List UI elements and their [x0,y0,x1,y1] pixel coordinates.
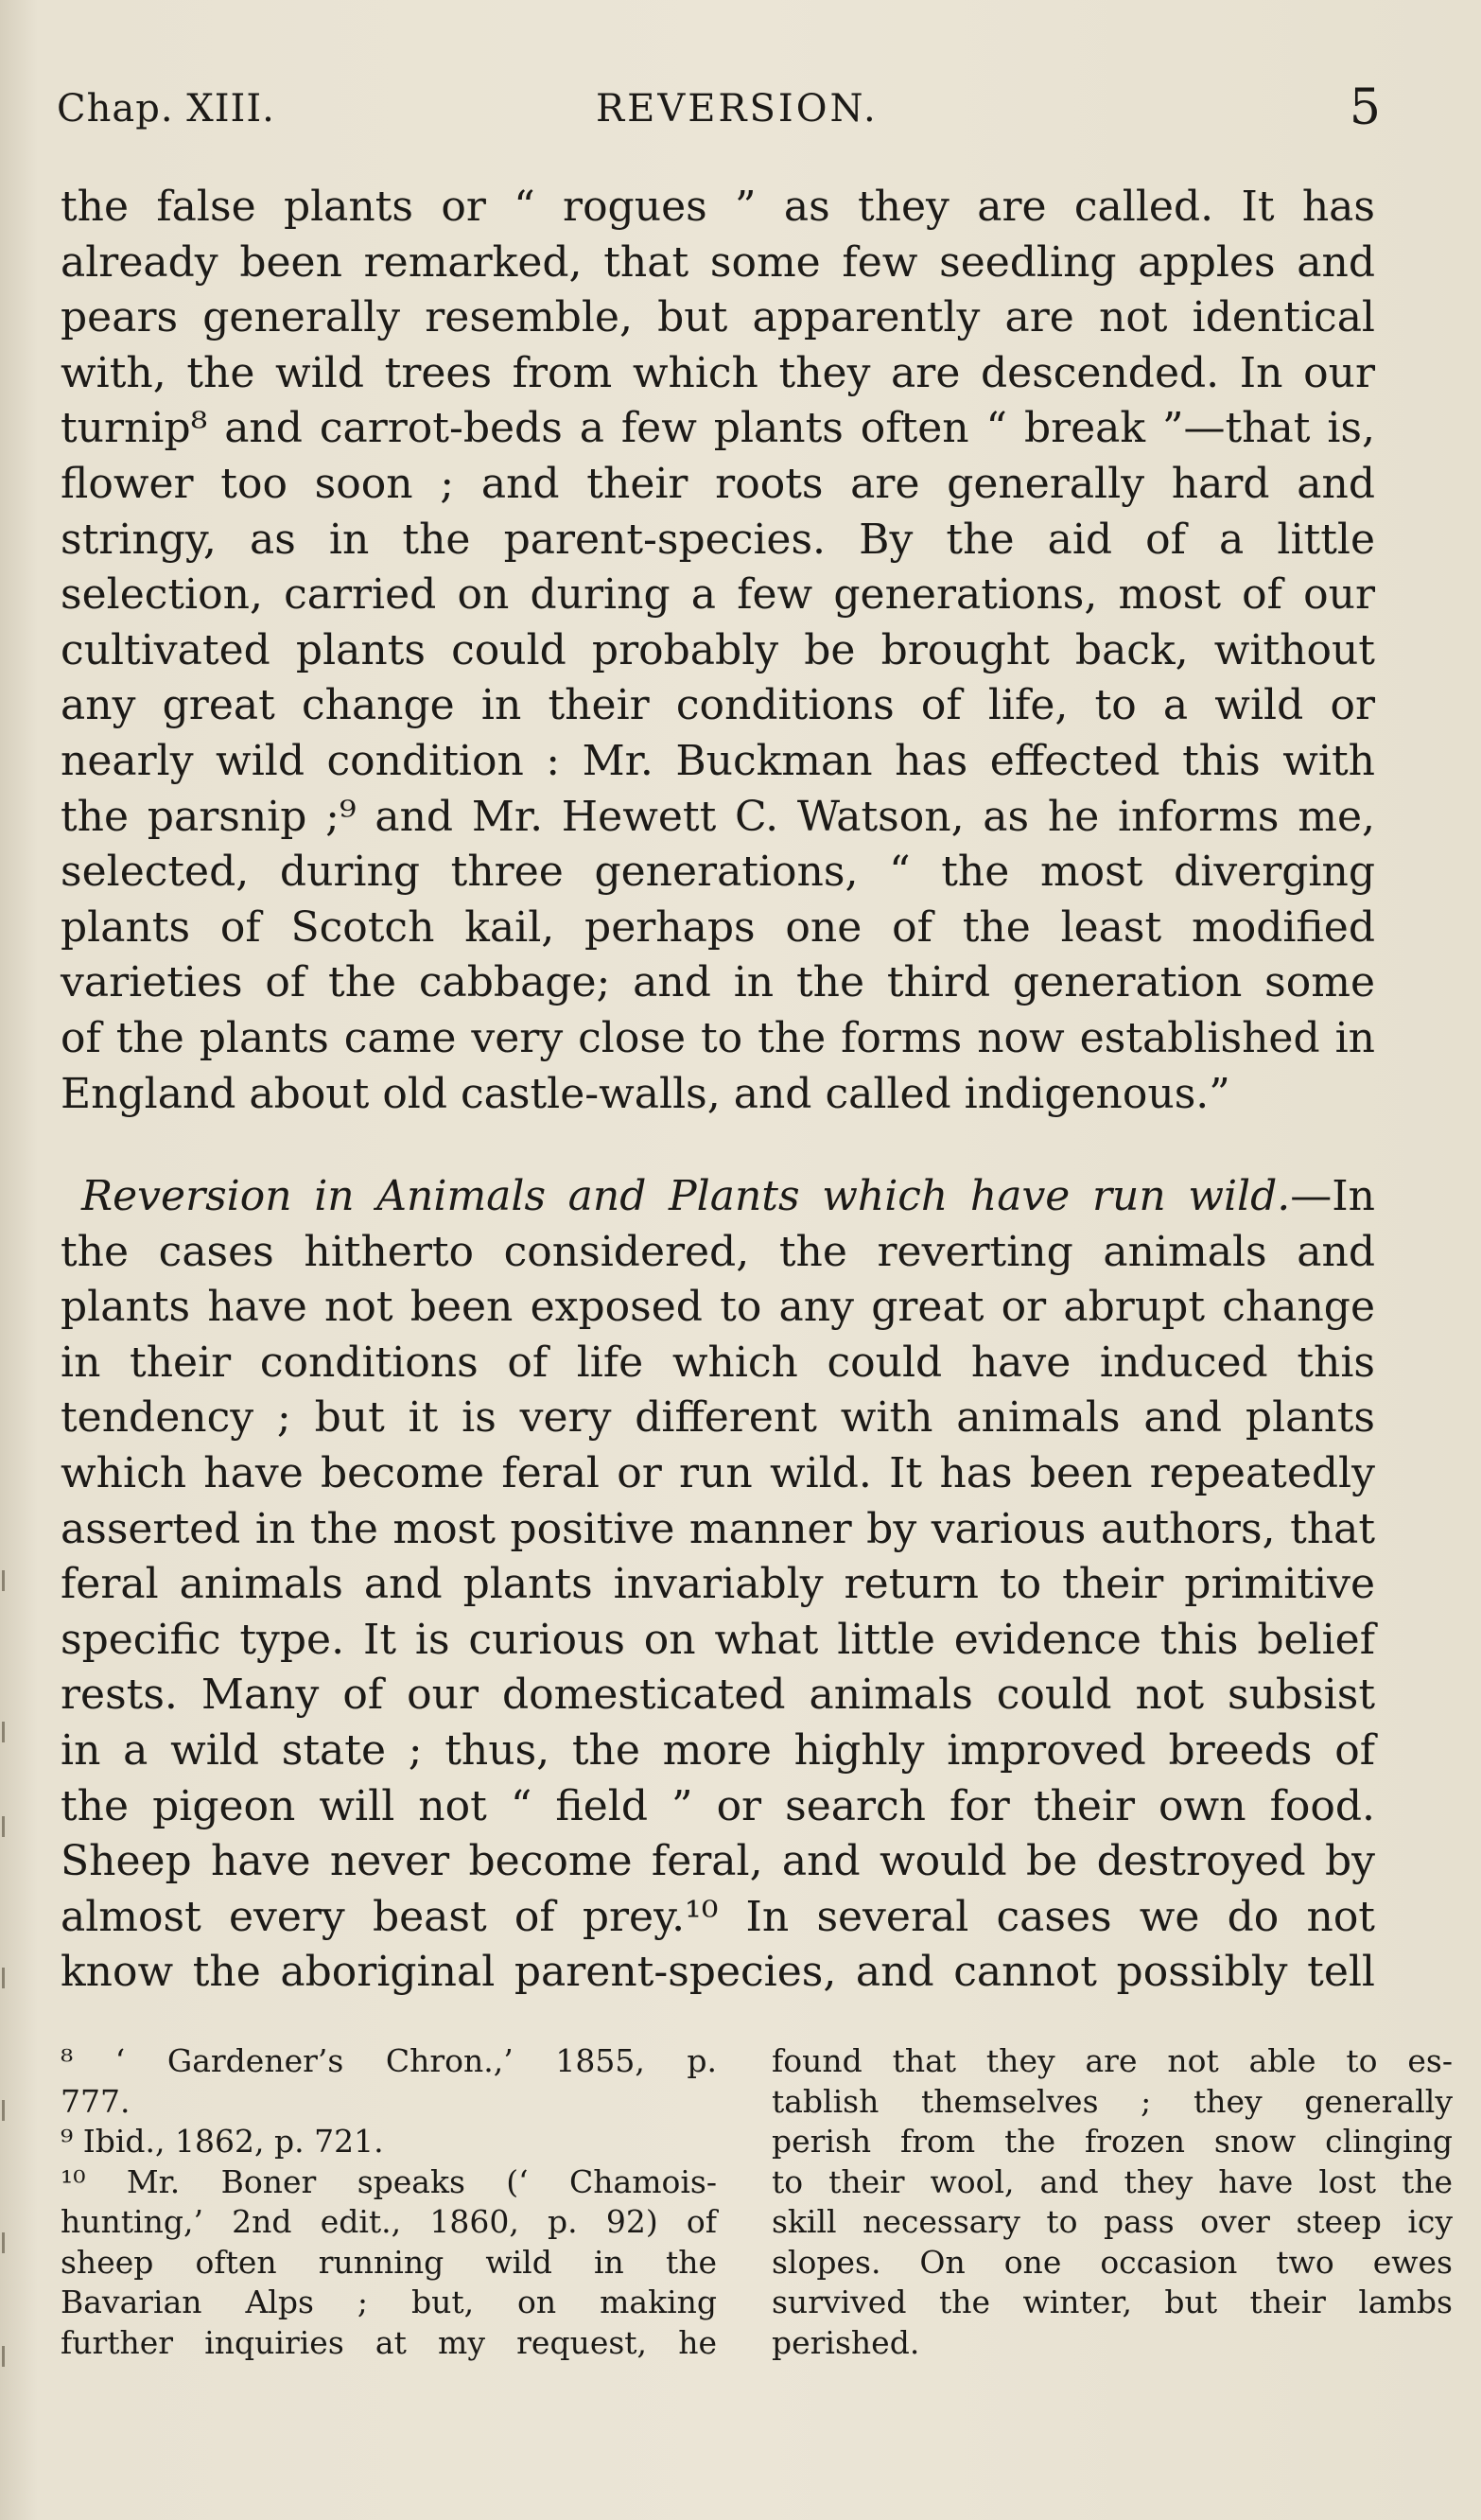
chapter-label: Chap. XIII. [57,87,275,131]
section-heading-line [61,1169,1375,1225]
footnote-line: ⁹ Ibid., 1862, p. 721. [61,2123,384,2160]
text-line: Sheep have never become feral, and would be destroyed by [61,1837,1375,1886]
footnotes [61,2041,1453,2382]
section-heading: Reversion in Animals and Plants which have run wild. [81,1172,1291,1221]
paragraph-1 [61,180,1375,1122]
text-line: any great change in their conditions of life, to a wild or [61,681,1375,730]
footnote-line: 777. [61,2082,131,2120]
footnote-line: found that they are not able to es- [772,2042,1453,2079]
text-line: turnip⁸ and carrot-beds a few plants often “ break ”—that is, [61,404,1375,453]
text-line: varieties of the cabbage; and in the third generation some [61,958,1375,1007]
text-line: selected, during three generations, “ the most diverging [61,848,1375,897]
text-line: with, the wild trees from which they are descended. In our [61,348,1375,397]
text-line: pears generally resemble, but apparently are not identical [61,293,1375,342]
page-edge-marks [0,1570,9,2422]
text-line: the pigeon will not “ field ” or search for their own food. [61,1781,1375,1830]
text-line: in their conditions of life which could have induced this [61,1338,1375,1387]
heading-continuation: —In [1290,1172,1375,1221]
footnote-line: hunting,’ 2nd edit., 1860, p. 92) of [61,2203,717,2240]
text-line: England about old castle-walls, and called indigenous.” [61,1069,1230,1118]
text-line: the false plants or “ rogues ” as they are called. It has [61,183,1375,231]
text-line: know the aboriginal parent-species, and cannot possibly tell [61,1948,1375,1997]
footnote-line: to their wool, and they have lost the [772,2162,1453,2200]
text-line: plants have not been exposed to any great or abrupt change [61,1283,1375,1332]
running-title: REVERSION. [596,87,879,131]
main-text [61,180,1375,2001]
text-line: asserted in the most positive manner by various authors, that [61,1504,1375,1553]
footnote-line: survived the winter, but their lambs [772,2284,1453,2320]
text-line: plants of Scotch kail, perhaps one of the least modified [61,902,1375,952]
text-line: feral animals and plants invariably return to their primitive [61,1560,1375,1609]
footnote-line: sheep often running wild in the [61,2243,717,2281]
footnote-line: tablish themselves ; they generally [772,2082,1453,2120]
text-line: already been remarked, that some few seedling apples and [61,237,1375,287]
paragraph-2 [61,1169,1375,2001]
text-line: almost every beast of prey.¹⁰ In several cases we do not [61,1892,1375,1941]
text-line: in a wild state ; thus, the more highly improved breeds of [61,1726,1375,1776]
text-line: selection, carried on during a few generations, most of our [61,570,1375,620]
text-line: flower too soon ; and their roots are generally hard and [61,459,1375,508]
footnote-line: slopes. On one occasion two ewes [772,2243,1453,2281]
text-line: the cases hitherto considered, the reverting animals and [61,1227,1375,1276]
footnote-line: further inquiries at my request, he [61,2323,717,2361]
footnotes-left-column [61,2041,717,2363]
text-line: cultivated plants could probably be brought back, without [61,625,1375,674]
text-line: which have become feral or run wild. It has been repeatedly [61,1449,1375,1498]
text-line: tendency ; but it is very different with animals and plants [61,1393,1375,1443]
text-line: the parsnip ;⁹ and Mr. Hewett C. Watson, as he informs me, [61,792,1375,841]
text-line: specific type. It is curious on what little evidence this belief [61,1615,1375,1664]
footnote-line: perish from the frozen snow clinging [772,2123,1453,2160]
text-line: of the plants came very close to the forms now established in [61,1013,1375,1062]
footnote-line: ⁸ ‘ Gardener’s Chron.,’ 1855, p. [61,2042,717,2079]
footnote-line: ¹⁰ Mr. Boner speaks (‘ Chamois- [61,2162,717,2200]
text-line: nearly wild condition : Mr. Buckman has effected this with [61,736,1375,785]
footnote-line: perished. [772,2323,920,2361]
text-line: stringy, as in the parent-species. By the aid of a little [61,515,1375,564]
footnote-line: Bavarian Alps ; but, on making [61,2284,717,2320]
running-header [57,78,1381,144]
footnote-line: skill necessary to pass over steep icy [772,2203,1453,2240]
page-number: 5 [1349,79,1381,136]
text-line: rests. Many of our domesticated animals could not subsist [61,1671,1375,1720]
footnotes-right-column [772,2041,1453,2363]
